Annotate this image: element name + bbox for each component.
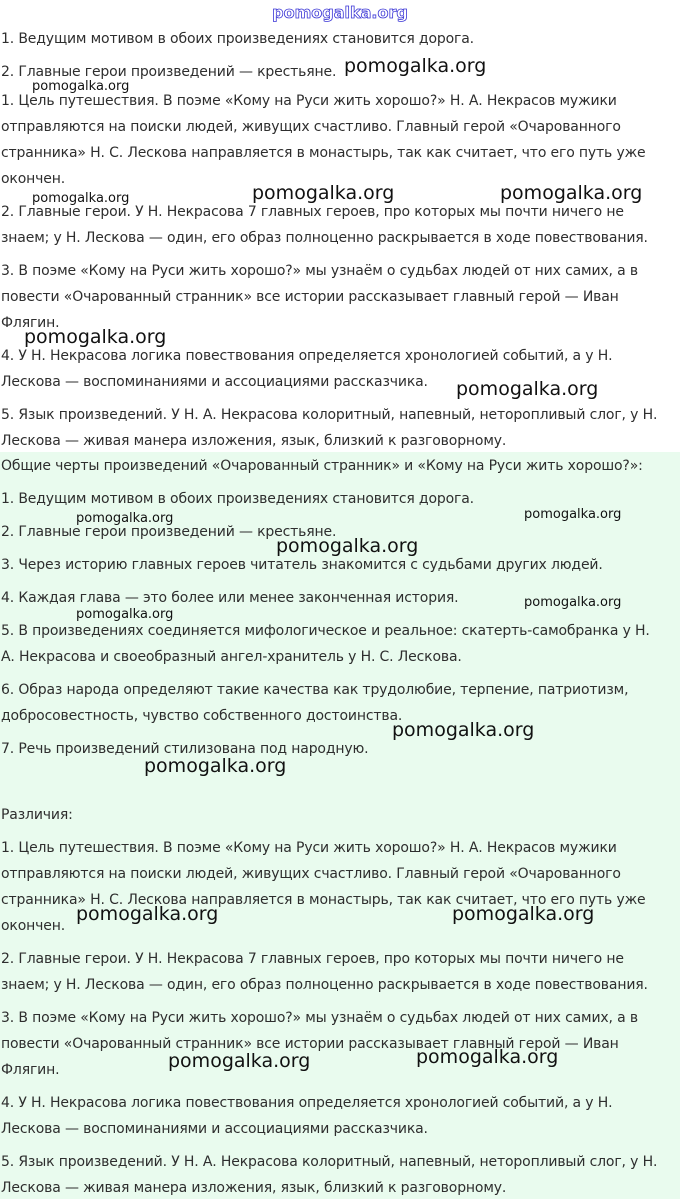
differences-heading: Различия: [1, 807, 73, 823]
top-line: повести «Очарованный странник» все истории рассказывает главный герой — Иван [1, 289, 619, 305]
watermark: pomogalka.org [452, 903, 595, 925]
common-heading: Общие черты произведений «Очарованный странник» и «Кому на Руси жить хорошо?»: [1, 458, 643, 474]
differences-line: 2. Главные герои. У Н. Некрасова 7 главных героев, про которых мы почти ничего не [1, 951, 624, 967]
differences-line: 1. Цель путешествия. В поэме «Кому на Руси жить хорошо?» Н. А. Некрасов мужики [1, 840, 617, 856]
common-line: 1. Ведущим мотивом в обоих произведениях становится дорога. [1, 491, 474, 507]
watermark: pomogalka.org [32, 191, 130, 206]
common-line: 7. Речь произведений стилизована под народную. [1, 741, 369, 757]
common-line: А. Некрасова и своеобразный ангел-хранитель у Н. С. Лескова. [1, 649, 462, 665]
top-line: Лескова — воспоминаниями и ассоциациями рассказчика. [1, 374, 428, 390]
watermark: pomogalka.org [500, 182, 643, 204]
top-line: отправляются на поиски людей, живущих счастливо. Главный герой «Очарованного [1, 119, 621, 135]
differences-line: отправляются на поиски людей, живущих счастливо. Главный герой «Очарованного [1, 866, 621, 882]
differences-line: Флягин. [1, 1062, 60, 1078]
top-line: 4. У Н. Некрасова логика повествования определяется хронологией событий, а у Н. [1, 348, 613, 364]
common-line: 3. Через историю главных героев читатель знакомится с судьбами других людей. [1, 557, 603, 573]
common-line: добросовестность, чувство собственного достоинства. [1, 708, 403, 724]
watermark: pomogalka.org [456, 378, 599, 400]
differences-line: повести «Очарованный странник» все истории рассказывает главный герой — Иван [1, 1036, 619, 1052]
watermark: pomogalka.org [524, 507, 622, 522]
watermark: pomogalka.org [524, 595, 622, 610]
watermark: pomogalka.org [344, 55, 487, 77]
watermark: pomogalka.org [144, 755, 287, 777]
site-link[interactable]: pomogalka.org [272, 3, 408, 22]
watermark: pomogalka.org [76, 511, 174, 526]
watermark: pomogalka.org [416, 1046, 559, 1068]
watermark: pomogalka.org [392, 719, 535, 741]
differences-line: Лескова — воспоминаниями и ассоциациями рассказчика. [1, 1121, 428, 1137]
top-line: 5. Язык произведений. У Н. А. Некрасова колоритный, напевный, неторопливый слог, у Н. [1, 407, 658, 423]
differences-line: 4. У Н. Некрасова логика повествования определяется хронологией событий, а у Н. [1, 1095, 613, 1111]
top-line: 1. Цель путешествия. В поэме «Кому на Руси жить хорошо?» Н. А. Некрасов мужики [1, 93, 617, 109]
differences-line: 5. Язык произведений. У Н. А. Некрасова колоритный, напевный, неторопливый слог, у Н. [1, 1154, 658, 1170]
watermark: pomogalka.org [252, 182, 395, 204]
watermark: pomogalka.org [76, 607, 174, 622]
common-line: 6. Образ народа определяют такие качества как трудолюбие, терпение, патриотизм, [1, 682, 629, 698]
watermark: pomogalka.org [32, 79, 130, 94]
top-line: Флягин. [1, 315, 60, 331]
watermark: pomogalka.org [168, 1050, 311, 1072]
differences-line: знаем; у Н. Лескова — один, его образ полноценно раскрывается в ходе повествования. [1, 977, 648, 993]
top-line: окончен. [1, 171, 66, 187]
top-line: Лескова — живая манера изложения, язык, близкий к разговорному. [1, 433, 507, 449]
differences-line: странника» Н. С. Лескова направляется в монастырь, так как считает, что его путь уже [1, 892, 646, 908]
watermark: pomogalka.org [24, 326, 167, 348]
common-line: 4. Каждая глава — это более или менее законченная история. [1, 590, 459, 606]
top-line: 1. Ведущим мотивом в обоих произведениях становится дорога. [1, 31, 474, 47]
differences-line: 3. В поэме «Кому на Руси жить хорошо?» мы узнаём о судьбах людей от них самих, а в [1, 1010, 638, 1026]
watermark: pomogalka.org [276, 535, 419, 557]
watermark: pomogalka.org [76, 903, 219, 925]
differences-line: окончен. [1, 918, 66, 934]
common-line: 2. Главные герои произведений — крестьяне. [1, 524, 337, 540]
differences-line: Лескова — живая манера изложения, язык, близкий к разговорному. [1, 1180, 507, 1196]
top-line: 2. Главные герои. У Н. Некрасова 7 главных героев, про которых мы почти ничего не [1, 204, 624, 220]
top-line: странника» Н. С. Лескова направляется в монастырь, так как считает, что его путь уже [1, 145, 646, 161]
common-line: 5. В произведениях соединяется мифологическое и реальное: скатерть-самобранка у Н. [1, 623, 650, 639]
top-line: знаем; у Н. Лескова — один, его образ полноценно раскрывается в ходе повествования. [1, 230, 648, 246]
top-line: 2. Главные герои произведений — крестьяне. [1, 64, 337, 80]
top-line: 3. В поэме «Кому на Руси жить хорошо?» мы узнаём о судьбах людей от них самих, а в [1, 263, 638, 279]
